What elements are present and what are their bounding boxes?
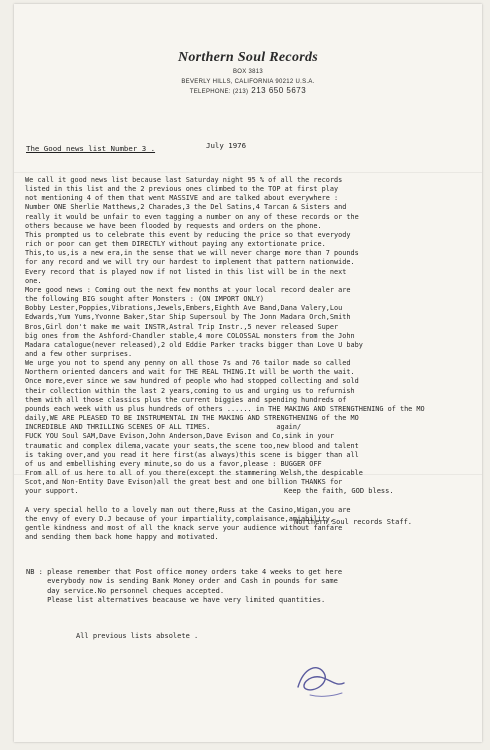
body-line: for any record and we will try our hardest to implement that pattern nationwide.	[25, 258, 355, 267]
body-line: Northern oriented dancers and wait for THE REAL THING.It will be worth the wait.	[25, 368, 355, 377]
body-line: A very special hello to a lovely man out there,Russ at the Casino,Wigan,you are	[25, 505, 351, 514]
body-line: traumatic and complex dilema,vacate your seats,the scene too,new blood and talent	[25, 441, 359, 450]
body-line: Every record that is played now if not listed in this list will be in the next	[25, 267, 347, 276]
letterhead	[14, 50, 482, 95]
telephone-number: 213 650 5673	[251, 86, 307, 95]
body-line: the following BIG sought after Monsters : (ON IMPORT ONLY)	[25, 295, 264, 304]
body-line: really it would be unfair to even tagging a number on any of these records or the	[25, 212, 359, 221]
letter-sheet	[14, 4, 482, 742]
body-line: your support.	[25, 487, 79, 496]
body-line: From all of us here to all of you there(except the stammering Welsh,the despicable	[25, 469, 363, 477]
list-title-row	[26, 144, 155, 153]
body-line: daily,WE ARE PLEASED TO BE INSTRUMENTAL IN THE MAKING AND STRENGTHENING of the MO	[25, 414, 359, 423]
nb-line: NB : please remember that Post office money orders take 4 weeks to get here	[26, 568, 343, 576]
all-previous-note: All previous lists absolete .	[76, 632, 199, 640]
body-line: of us and embellishing every minute,so do us a favor,please : BUGGER OFF	[25, 459, 322, 468]
nb-line: day service.No personnel cheques accepted.	[26, 586, 225, 595]
nb-note	[26, 568, 342, 605]
body-line: More good news : Coming out the next few months at your local record dealer are	[25, 285, 351, 294]
body-line: FUCK YOU Soul SAM,Dave Evison,John Anderson,Dave Evison and Co,sink in your	[25, 432, 335, 441]
body-line: the envy of every D.J because of your impartiality,complaisance,amiability,	[25, 514, 335, 523]
brand-name: Northern Soul Records	[177, 50, 319, 65]
body-line: This prompted us to celebrate this event by reducing the price so that everyody	[25, 230, 351, 239]
body-line: Once more,ever since we saw hundred of people who had stopped collecting and sold	[25, 377, 359, 386]
body-line	[25, 496, 471, 505]
body-line: This,to us,is a new era,in the sense that we will never charge more than 7 pounds	[25, 249, 359, 258]
box-number: BOX 3813	[232, 69, 264, 75]
nb-line: Please list alternatives beacause we have very limited quantities.	[26, 595, 326, 604]
body-line: gentle kindness and most of all the knack serve your audience without fanfare	[25, 523, 343, 532]
body-line: big ones from the Ashford-Chandler stable,4 more COLOSSAL monsters from the John	[25, 331, 355, 340]
body-line: one.	[25, 276, 42, 285]
body-line: Number ONE Sherlie Matthews,2 Charades,3 the Del Satins,4 Tarcan & Sisters and	[25, 203, 347, 212]
body-line: is taking over,and you read it here first(as always)this scene is bigger than all	[25, 450, 359, 459]
closing-line: Keep the faith, GOD bless.	[284, 487, 394, 495]
letter-body	[25, 176, 471, 542]
body-line: Edwards,Yum Yums,Yvonne Baker,Star Ship Supersoul by The Jonn Madara Orch,Smith	[25, 313, 351, 322]
city-address: BEVERLY HILLS, CALIFORNIA 90212 U.S.A.	[181, 79, 315, 85]
telephone-line	[14, 86, 482, 95]
body-line: and sending them back home happy and motivated.	[25, 533, 219, 542]
body-line: them with all those classics plus the current biggies and spending hundreds of	[25, 395, 347, 404]
body-line: listed in this list and the 2 previous ones climbed to the TOP at first play	[25, 185, 339, 194]
body-line: Bros,Girl don't make me wait INSTR,Astral Trip Instr.,5 never released Super	[25, 322, 339, 331]
nb-line: everybody now is sending Bank Money order and Cash in pounds for same	[26, 577, 338, 586]
letter-date: July 1976	[206, 141, 247, 150]
body-line: pounds each week with us plus hundreds of others ...... in THE MAKING AND STRENGTHENING of the MO	[25, 404, 425, 413]
body-line: Madara catalogue(never released),2 old Eddie Parker tracks bigger than Love U baby	[25, 340, 363, 349]
handwritten-signature	[284, 657, 354, 701]
telephone-label: TELEPHONE: (213)	[189, 89, 249, 95]
body-line: rich or poor can get them DIRECTLY without paying any extortionate price.	[25, 240, 326, 249]
body-line: others because we have been flooded by requests and orders on the phone.	[25, 221, 322, 230]
body-line: and a few other surprises.	[25, 349, 133, 358]
list-title: The Good news list Number 3 .	[26, 144, 156, 153]
body-line: INCREDIBLE AND THRILLING SCENES OF ALL TIMES. again/	[25, 423, 302, 432]
body-line: their collection within the last 2 years,coming to us and urging us to refurnish	[25, 386, 355, 395]
body-line: We call it good news list because last Saturday night 95 % of all the records	[25, 176, 343, 184]
fold-crease	[14, 172, 482, 173]
body-line: Scot,and Non-Entity Dave Evison)all the great best and one billion THANKS for	[25, 478, 343, 487]
body-line: We urge you not to spend any penny on all those 7s and 76 tailor made so called	[25, 359, 351, 368]
body-line: Bobby Lester,Poppies,Vibrations,Jewels,Embers,Eighth Ave Band,Dana Valery,Lou	[25, 304, 343, 313]
body-line: not mentioning 4 of them that went MASSIVE and are talked about everywhere :	[25, 194, 339, 203]
staff-signature: Northern Soul records Staff.	[294, 518, 413, 526]
